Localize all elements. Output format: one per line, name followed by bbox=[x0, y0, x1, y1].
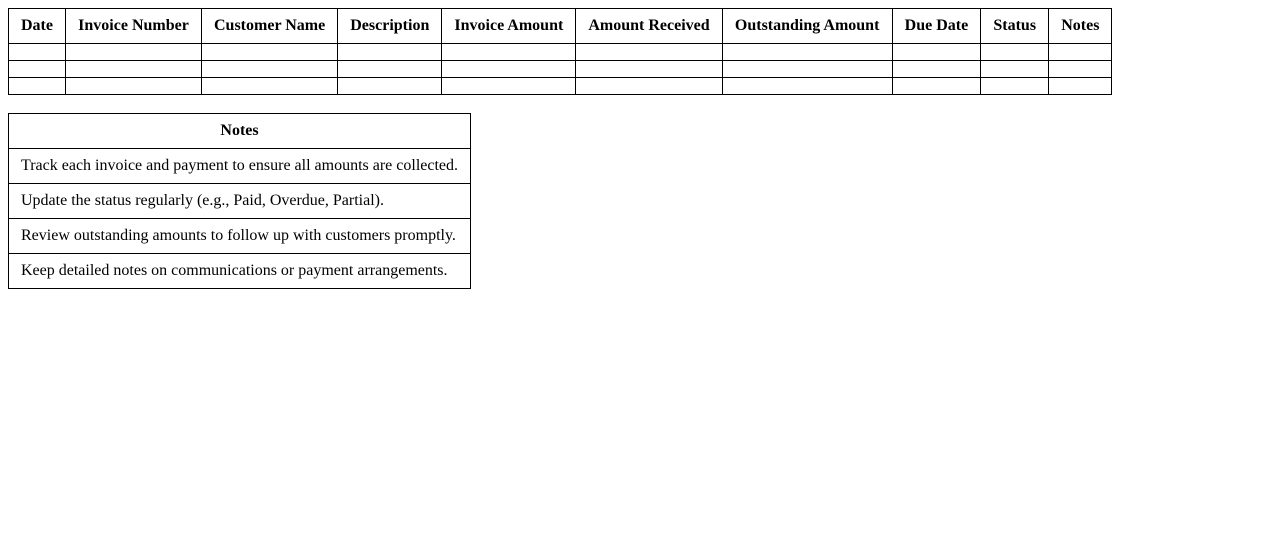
table-row bbox=[9, 78, 1112, 95]
table-cell[interactable] bbox=[1049, 61, 1112, 78]
table-cell[interactable] bbox=[202, 44, 338, 61]
notes-row bbox=[9, 184, 471, 219]
table-row bbox=[9, 61, 1112, 78]
table-cell[interactable] bbox=[892, 44, 981, 61]
notes-row bbox=[9, 219, 471, 254]
column-header-notes: Notes bbox=[1049, 9, 1112, 44]
table-cell[interactable] bbox=[66, 78, 202, 95]
table-cell[interactable] bbox=[9, 44, 66, 61]
table-cell[interactable] bbox=[66, 44, 202, 61]
table-cell[interactable] bbox=[9, 61, 66, 78]
invoice-header-row bbox=[9, 9, 1112, 44]
notes-row bbox=[9, 254, 471, 289]
table-cell[interactable] bbox=[442, 61, 576, 78]
column-header-description: Description bbox=[338, 9, 442, 44]
note-item: Track each invoice and payment to ensure all amounts are collected. bbox=[9, 149, 471, 184]
table-cell[interactable] bbox=[9, 78, 66, 95]
column-header-outstanding-amount: Outstanding Amount bbox=[722, 9, 892, 44]
table-cell[interactable] bbox=[1049, 44, 1112, 61]
column-header-date: Date bbox=[9, 9, 66, 44]
column-header-invoice-amount: Invoice Amount bbox=[442, 9, 576, 44]
table-cell[interactable] bbox=[576, 44, 722, 61]
note-item: Update the status regularly (e.g., Paid, Overdue, Partial). bbox=[9, 184, 471, 219]
table-cell[interactable] bbox=[892, 78, 981, 95]
table-cell[interactable] bbox=[722, 44, 892, 61]
table-cell[interactable] bbox=[981, 44, 1049, 61]
table-cell[interactable] bbox=[338, 44, 442, 61]
table-cell[interactable] bbox=[1049, 78, 1112, 95]
table-cell[interactable] bbox=[442, 78, 576, 95]
table-cell[interactable] bbox=[981, 61, 1049, 78]
note-item: Review outstanding amounts to follow up with customers promptly. bbox=[9, 219, 471, 254]
table-cell[interactable] bbox=[576, 61, 722, 78]
table-cell[interactable] bbox=[892, 61, 981, 78]
table-cell[interactable] bbox=[981, 78, 1049, 95]
column-header-due-date: Due Date bbox=[892, 9, 981, 44]
table-cell[interactable] bbox=[202, 78, 338, 95]
notes-title: Notes bbox=[9, 114, 471, 149]
table-cell[interactable] bbox=[722, 61, 892, 78]
notes-table bbox=[8, 113, 471, 289]
table-cell[interactable] bbox=[66, 61, 202, 78]
notes-row bbox=[9, 149, 471, 184]
table-cell[interactable] bbox=[338, 78, 442, 95]
notes-header-row bbox=[9, 114, 471, 149]
table-cell[interactable] bbox=[576, 78, 722, 95]
table-cell[interactable] bbox=[338, 61, 442, 78]
table-cell[interactable] bbox=[202, 61, 338, 78]
note-item: Keep detailed notes on communications or payment arrangements. bbox=[9, 254, 471, 289]
table-cell[interactable] bbox=[442, 44, 576, 61]
column-header-amount-received: Amount Received bbox=[576, 9, 722, 44]
column-header-customer-name: Customer Name bbox=[202, 9, 338, 44]
column-header-status: Status bbox=[981, 9, 1049, 44]
invoice-table bbox=[8, 8, 1112, 95]
table-row bbox=[9, 44, 1112, 61]
column-header-invoice-number: Invoice Number bbox=[66, 9, 202, 44]
table-cell[interactable] bbox=[722, 78, 892, 95]
